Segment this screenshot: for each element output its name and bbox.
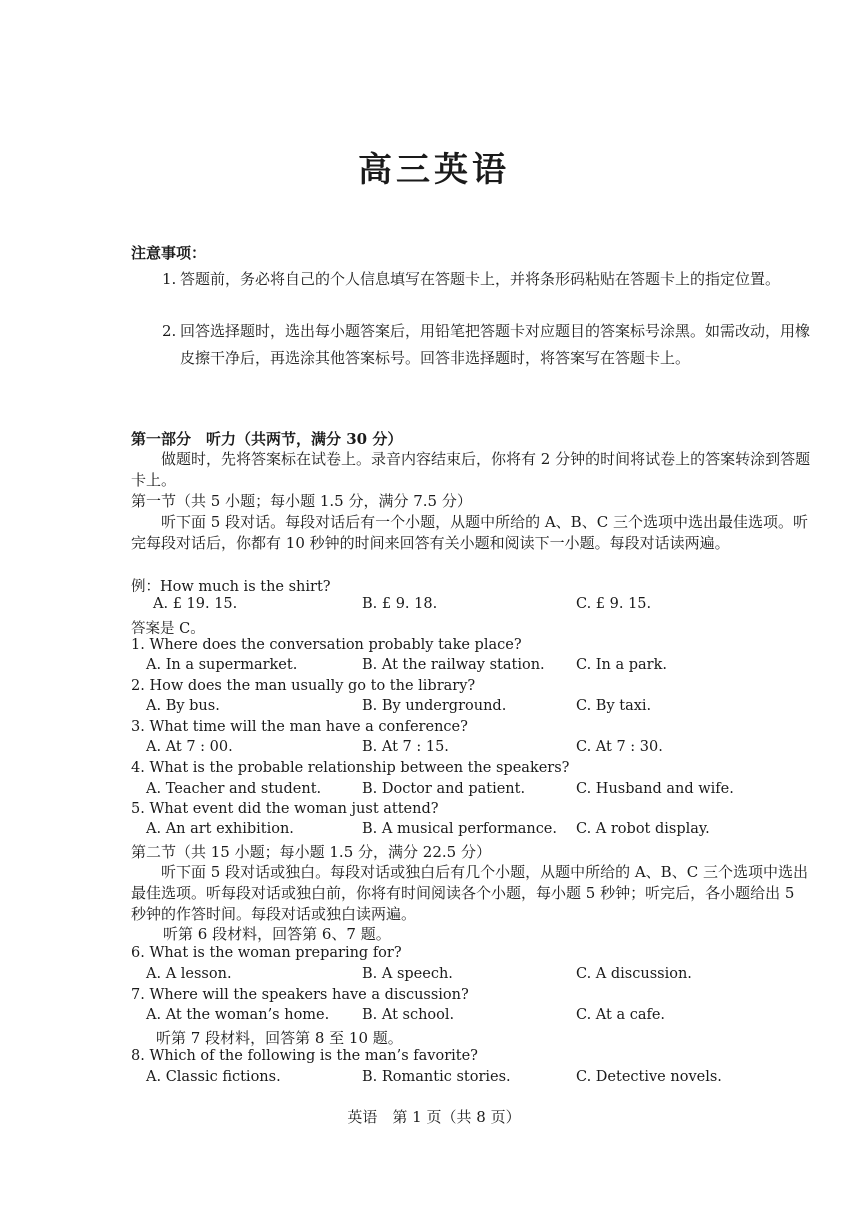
example-option-a: A. £ 19. 15. xyxy=(153,596,238,612)
notice-item-number: 1. xyxy=(162,270,177,288)
q8-option-c: C. Detective novels. xyxy=(576,1069,722,1085)
notice-item-2 xyxy=(162,318,812,372)
notice-heading: 注意事项： xyxy=(131,244,207,262)
q1-option-c: C. In a park. xyxy=(576,657,667,673)
notice-item-number: 2. xyxy=(162,322,177,340)
question-1: 1. Where does the conversation probably take place? xyxy=(131,637,522,653)
q5-option-a: A. An art exhibition. xyxy=(146,821,294,837)
q4-option-c: C. Husband and wife. xyxy=(576,781,734,797)
q7-option-b: B. At school. xyxy=(362,1007,455,1023)
question-3: 3. What time will the man have a conference? xyxy=(131,719,468,735)
question-6: 6. What is the woman preparing for? xyxy=(131,945,402,961)
section2-heading: 第二节（共 15 小题；每小题 1.5 分，满分 22.5 分） xyxy=(131,843,491,861)
q5-option-c: C. A robot display. xyxy=(576,821,710,837)
q6-option-a: A. A lesson. xyxy=(146,966,232,982)
q3-option-b: B. At 7 : 15. xyxy=(362,739,449,755)
q3-option-c: C. At 7 : 30. xyxy=(576,739,663,755)
section1-instructions: 听下面 5 段对话。每段对话后有一个小题，从题中所给的 A、B、C 三个选项中选出最佳选项。听完每段对话后，你都有 10 秒钟的时间来回答有关小题和阅读下一小题。每段对话读两遍。 xyxy=(131,513,808,552)
question-7: 7. Where will the speakers have a discussion? xyxy=(131,987,469,1003)
example-question: 例：How much is the shirt? xyxy=(131,579,331,595)
question-2: 2. How does the man usually go to the library? xyxy=(131,678,476,694)
section2-instructions: 听下面 5 段对话或独白。每段对话或独白后有几个小题，从题中所给的 A、B、C 三个选项中选出最佳选项。听每段对话或独白前，你将有时间阅读各个小题，每小题 5 秒钟；听完后，各小题给出 5 秒钟的作答时间。每段对话或独白读两遍。 xyxy=(131,863,808,923)
q7-option-c: C. At a cafe. xyxy=(576,1007,666,1023)
q4-option-a: A. Teacher and student. xyxy=(146,781,322,797)
q6-option-b: B. A speech. xyxy=(362,966,453,982)
notice-item-text: 答题前，务必将自己的个人信息填写在答题卡上，并将条形码粘贴在答题卡上的指定位置。 xyxy=(180,270,781,288)
q1-option-b: B. At the railway station. xyxy=(362,657,545,673)
part1-heading: 第一部分 听力（共两节，满分 30 分） xyxy=(131,430,403,448)
section1-heading: 第一节（共 5 小题；每小题 1.5 分，满分 7.5 分） xyxy=(131,492,472,510)
notice-item-text: 回答选择题时，选出每小题答案后，用铅笔把答题卡对应题目的答案标号涂黑。如需改动，用橡皮擦干净后，再选涂其他答案标号。回答非选择题时，将答案写在答题卡上。 xyxy=(180,322,811,367)
q8-option-b: B. Romantic stories. xyxy=(362,1069,511,1085)
question-8: 8. Which of the following is the man’s favorite? xyxy=(131,1048,478,1064)
material-6-prompt: 听第 6 段材料，回答第 6、7 题。 xyxy=(163,925,391,943)
notice-item-1 xyxy=(162,266,812,293)
example-answer: 答案是 C。 xyxy=(131,621,205,637)
question-4: 4. What is the probable relationship between the speakers? xyxy=(131,760,570,776)
q3-option-a: A. At 7 : 00. xyxy=(146,739,233,755)
q2-option-a: A. By bus. xyxy=(146,698,220,714)
material-7-prompt: 听第 7 段材料，回答第 8 至 10 题。 xyxy=(156,1029,403,1047)
q4-option-b: B. Doctor and patient. xyxy=(362,781,526,797)
q2-option-b: B. By underground. xyxy=(362,698,507,714)
q8-option-a: A. Classic fictions. xyxy=(146,1069,281,1085)
example-option-c: C. £ 9. 15. xyxy=(576,596,652,612)
page-title: 高三英语 xyxy=(358,150,510,190)
q1-option-a: A. In a supermarket. xyxy=(146,657,298,673)
page-footer: 英语 第 1 页（共 8 页） xyxy=(347,1108,521,1126)
q2-option-c: C. By taxi. xyxy=(576,698,652,714)
q5-option-b: B. A musical performance. xyxy=(362,821,557,837)
example-option-b: B. £ 9. 18. xyxy=(362,596,438,612)
q6-option-c: C. A discussion. xyxy=(576,966,692,982)
question-5: 5. What event did the woman just attend? xyxy=(131,801,439,817)
q7-option-a: A. At the woman’s home. xyxy=(146,1007,330,1023)
part1-intro: 做题时，先将答案标在试卷上。录音内容结束后，你将有 2 分钟的时间将试卷上的答案转涂到答题卡上。 xyxy=(131,450,811,489)
